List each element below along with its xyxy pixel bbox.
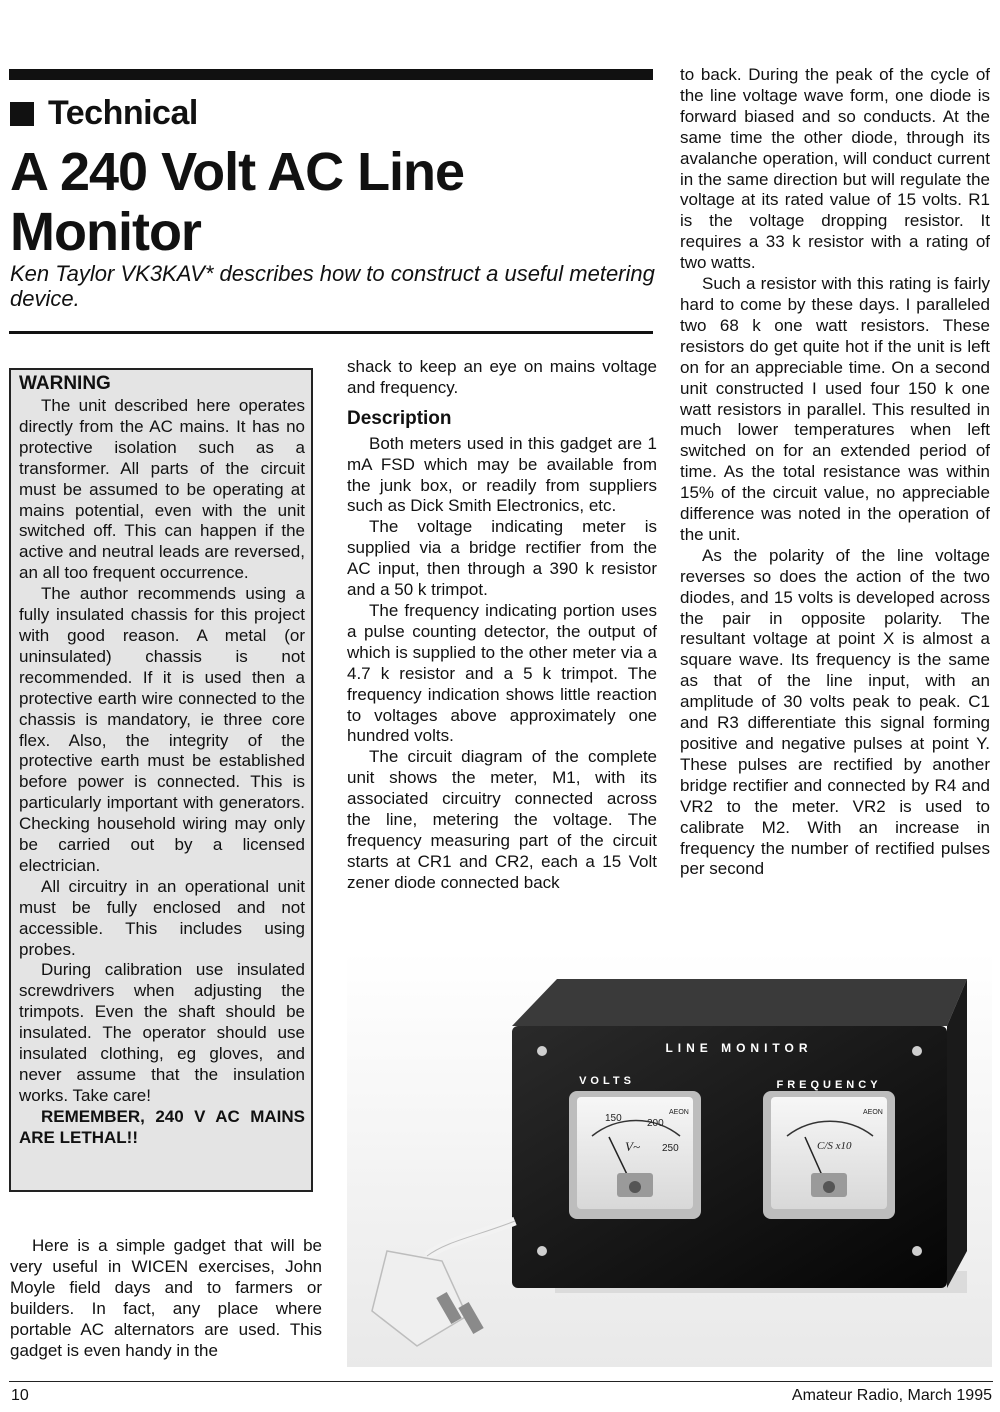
middle-lead: shack to keep an eye on mains voltage and frequency. xyxy=(347,357,657,397)
middle-paragraph: Both meters used in this gadget are 1 mA FSD which may be available from the junk box, or readily from suppliers such as Dick Smith Electronics, etc. xyxy=(347,433,657,516)
screw-icon xyxy=(537,1246,547,1256)
publication-info: Amateur Radio, March 1995 xyxy=(791,1387,992,1404)
header-rule-bottom xyxy=(9,331,653,334)
volts-scale-right: 250 xyxy=(662,1143,679,1154)
section-square-icon xyxy=(10,102,34,126)
line-monitor-illustration xyxy=(347,951,992,1367)
volts-label: VOLTS xyxy=(579,1075,635,1087)
middle-paragraph: The circuit diagram of the complete unit shows the meter, M1, with its associated circuitry connected across the line, metering the voltage. The frequency measuring part of the circuit starts at CR1 and CR2, each a 15 Volt zener diode connected back xyxy=(347,747,657,892)
volts-scale-left: 150 xyxy=(605,1113,622,1124)
warning-paragraph: The unit described here operates directly from the AC mains. It has no protective isolation such as a transformer. All parts of the circuit must be assumed to be operating at mains potential, even with the unit switched off. This can happen if the active and neutral leads are reversed, an all too frequent occurrence. xyxy=(19,396,305,583)
article-standfirst: Ken Taylor VK3KAV* describes how to construct a useful metering device. xyxy=(10,261,655,311)
frequency-unit: C/S x10 xyxy=(817,1140,852,1152)
middle-column xyxy=(347,357,657,894)
volts-brand: AEON xyxy=(669,1109,689,1116)
footer-rule xyxy=(9,1381,993,1382)
warning-paragraph: All circuitry in an operational unit must be fully enclosed and not accessible. This includes using probes. xyxy=(19,876,305,959)
right-paragraph: As the polarity of the line voltage reverses so does the action of the two diodes, and 15 volts is developed across the pair in opposite polarity. The resultant voltage at point X is almost a square wave. Its frequency is the same as that of the line input, with an amplitude of 30 volts peak to peak. C1 and R3 differentiate this signal forming positive and negative pulses at point Y. These pulses are rectified by another bridge rectifier and connected by R4 and VR2 to the meter. VR2 is used to calibrate M2. With an increase in frequency the number of rectified pulses per second xyxy=(680,545,990,879)
intro-paragraph: Here is a simple gadget that will be very useful in WICEN exercises, John Moyle field days and to farmers or builders. In fact, any place where portable AC alternators are used. This gadget is even handy in the xyxy=(10,1236,322,1360)
screw-icon xyxy=(912,1246,922,1256)
screw-icon xyxy=(912,1046,922,1056)
warning-paragraph: During calibration use insulated screwdrivers when adjusting the trimpots. Even the shaft should be insulated. The operator should use insulated clothing, eg gloves, and never assume that the insulation works. Take care! xyxy=(19,960,305,1105)
header-rule-top xyxy=(9,69,653,80)
panel-label: LINE MONITOR xyxy=(665,1041,813,1055)
enclosure-top xyxy=(512,979,967,1026)
right-paragraph: Such a resistor with this rating is fairly hard to come by these days. I paralleled two 68 k one watt resistors. These resistors do get quite hot if the unit is left on for an appreciable time. On a second unit constructed I used four 150 k one watt resistors in parallel. This resulted in much lower temperatures when left switched on for an extended period of time. As the total resistance was within 15% of the circuit value, no appreciable difference was noted in the operation of the unit. xyxy=(680,274,990,544)
section-label xyxy=(10,94,198,133)
screw-icon xyxy=(537,1046,547,1056)
volts-meter xyxy=(569,1091,701,1219)
volts-unit: V~ xyxy=(625,1139,640,1154)
intro-column xyxy=(10,1236,322,1361)
enclosure-side xyxy=(947,979,967,1288)
volts-scale-mid: 200 xyxy=(647,1118,664,1129)
description-heading: Description xyxy=(347,407,452,429)
frequency-brand: AEON xyxy=(863,1109,883,1116)
warning-heading: WARNING xyxy=(19,373,111,394)
page-number: 10 xyxy=(11,1387,29,1404)
warning-closing: REMEMBER, 240 V AC MAINS ARE LETHAL!! xyxy=(19,1106,305,1147)
frequency-meter xyxy=(763,1091,895,1219)
section-label-text: Technical xyxy=(48,94,198,132)
frequency-label: FREQUENCY xyxy=(776,1079,882,1091)
middle-paragraph: The frequency indicating portion uses a pulse counting detector, the output of which is supplied to the other meter via a 4.7 k resistor and a 5 k trimpot. The frequency indication shows little reaction to voltages above approximately one hundred volts. xyxy=(347,600,657,746)
warning-box xyxy=(9,368,313,1192)
warning-paragraph: The author recommends using a fully insulated chassis for this project with good reason. A metal (or uninsulated) chassis is not recommended. If it is used then a protective earth wire connected to the chassis is mandatory, ie three core flex. Also, the integrity of the protective earth must be established before power is connected. This is particularly important with generators. Checking household wiring may only be carried out by a licensed electrician. xyxy=(19,584,305,875)
article-title: A 240 Volt AC Line Monitor xyxy=(10,142,465,262)
middle-paragraph: The voltage indicating meter is supplied via a bridge rectifier from the AC input, then through a 390 k resistor and a 50 k trimpot. xyxy=(347,517,657,600)
line-monitor-photo xyxy=(347,951,992,1367)
right-column xyxy=(680,65,990,880)
right-lead: to back. During the peak of the cycle of the line voltage wave form, one diode is forward biased and so conducts. At the same time the other diode, through its avalanche operation, will conduct current in the same direction but will regulate the voltage at its rated value of 15 volts. R1 is the voltage dropping resistor. It requires a 33 k resistor with a rating of two watts. xyxy=(680,65,990,273)
